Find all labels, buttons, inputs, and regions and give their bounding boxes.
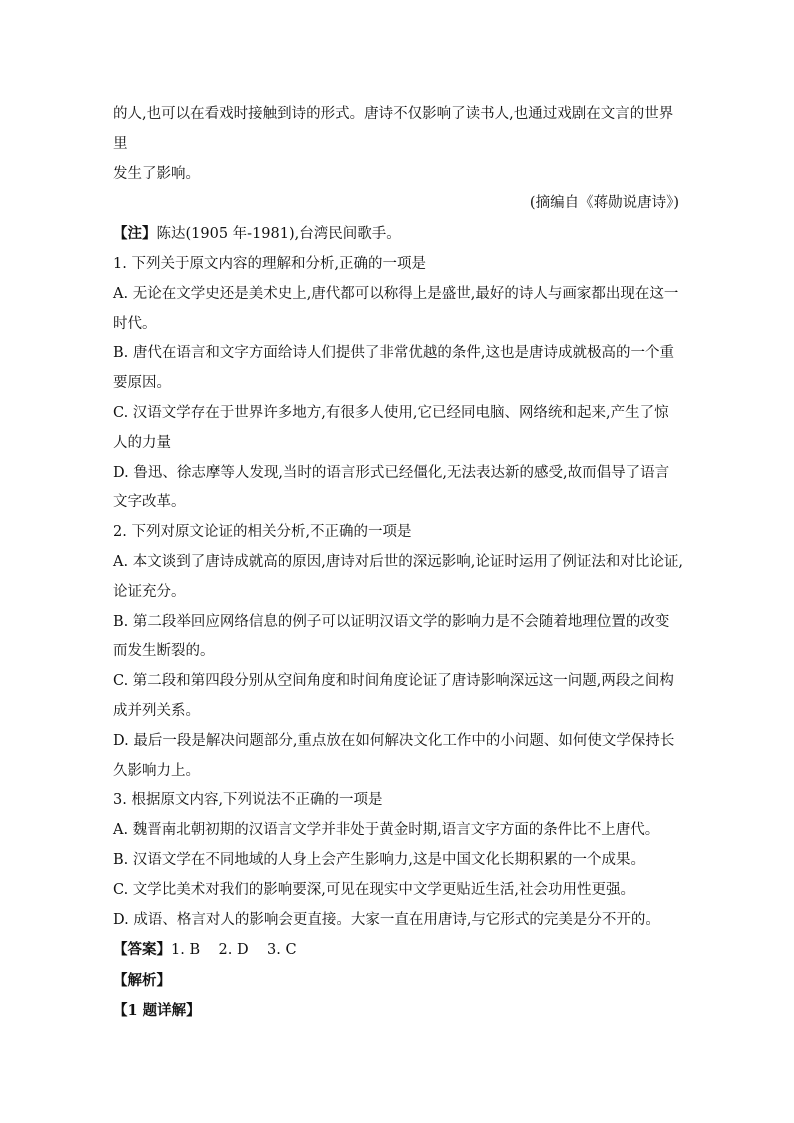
question-option: A. 魏晋南北朝初期的汉语言文学并非处于黄金时期,语言文字方面的条件比不上唐代。 (113, 822, 660, 839)
question-option: C. 第二段和第四段分别从空间角度和时间角度论证了唐诗影响深远这一问题,两段之间构成并列关系。 (113, 673, 674, 719)
question-stem: 2. 下列对原文论证的相关分析,不正确的一项是 (113, 524, 412, 541)
question-option: D. 成语、格言对人的影响会更直接。大家一直在用唐诗,与它形式的完美是分不开的。 (113, 911, 660, 928)
question-option: D. 最后一段是解决问题部分,重点放在如何解决文化工作中的小问题、如何使文学保持长久影响力上。 (113, 732, 675, 779)
answer-label: 【答案】 (113, 941, 171, 959)
question-option: A. 本文谈到了唐诗成就高的原因,唐诗对后世的深远影响,论证时运用了例证法和对比论证,论证充分。 (113, 553, 684, 600)
passage-line: 的人,也可以在看戏时接触到诗的形式。唐诗不仅影响了读书人,也通过戏剧在文言的世界里 (113, 106, 674, 152)
passage-source: (摘编自《蒋勋说唐诗》) (529, 195, 679, 212)
document-content (113, 100, 683, 1026)
question-option: B. 唐代在语言和文字方面给诗人们提供了非常优越的条件,这也是唐诗成就极高的一个重要原因。 (113, 345, 674, 392)
note-text: 陈达(1905 年-1981),台湾民间歌手。 (156, 226, 401, 243)
answer (113, 935, 683, 966)
question-option: B. 第二段举回应网络信息的例子可以证明汉语文学的影响力是不会随着地理位置的改变而发生断裂的。 (113, 613, 670, 660)
note-label: 【注】 (113, 225, 157, 243)
question-option: A. 无论在文学史还是美术史上,唐代都可以称得上是盛世,最好的诗人与画家都出现在这一时代。 (113, 285, 679, 332)
note (113, 219, 683, 250)
question-option: D. 鲁迅、徐志摩等人发现,当时的语言形式已经僵化,无法表达新的感受,故而倡导了语言文字改革。 (113, 464, 670, 511)
question-stem: 1. 下列关于原文内容的理解和分析,正确的一项是 (113, 255, 427, 272)
question-option: B. 汉语文学在不同地域的人身上会产生影响力,这是中国文化长期积累的一个成果。 (113, 851, 645, 868)
question-option: C. 汉语文学存在于世界许多地方,有很多人使用,它已经同电脑、网络统和起来,产生了惊人的力量 (113, 404, 669, 451)
analysis-label: 【解析】 (113, 972, 171, 990)
passage-line: 发生了影响。 (113, 165, 200, 182)
analysis-sub-label: 【1 题详解】 (113, 1001, 201, 1019)
answer-text: 1. B 2. D 3. C (171, 942, 297, 959)
question-stem: 3. 根据原文内容,下列说法不正确的一项是 (113, 792, 383, 809)
question-option: C. 文学比美术对我们的影响要深,可见在现实中文学更贴近生活,社会功用性更强。 (113, 881, 636, 898)
